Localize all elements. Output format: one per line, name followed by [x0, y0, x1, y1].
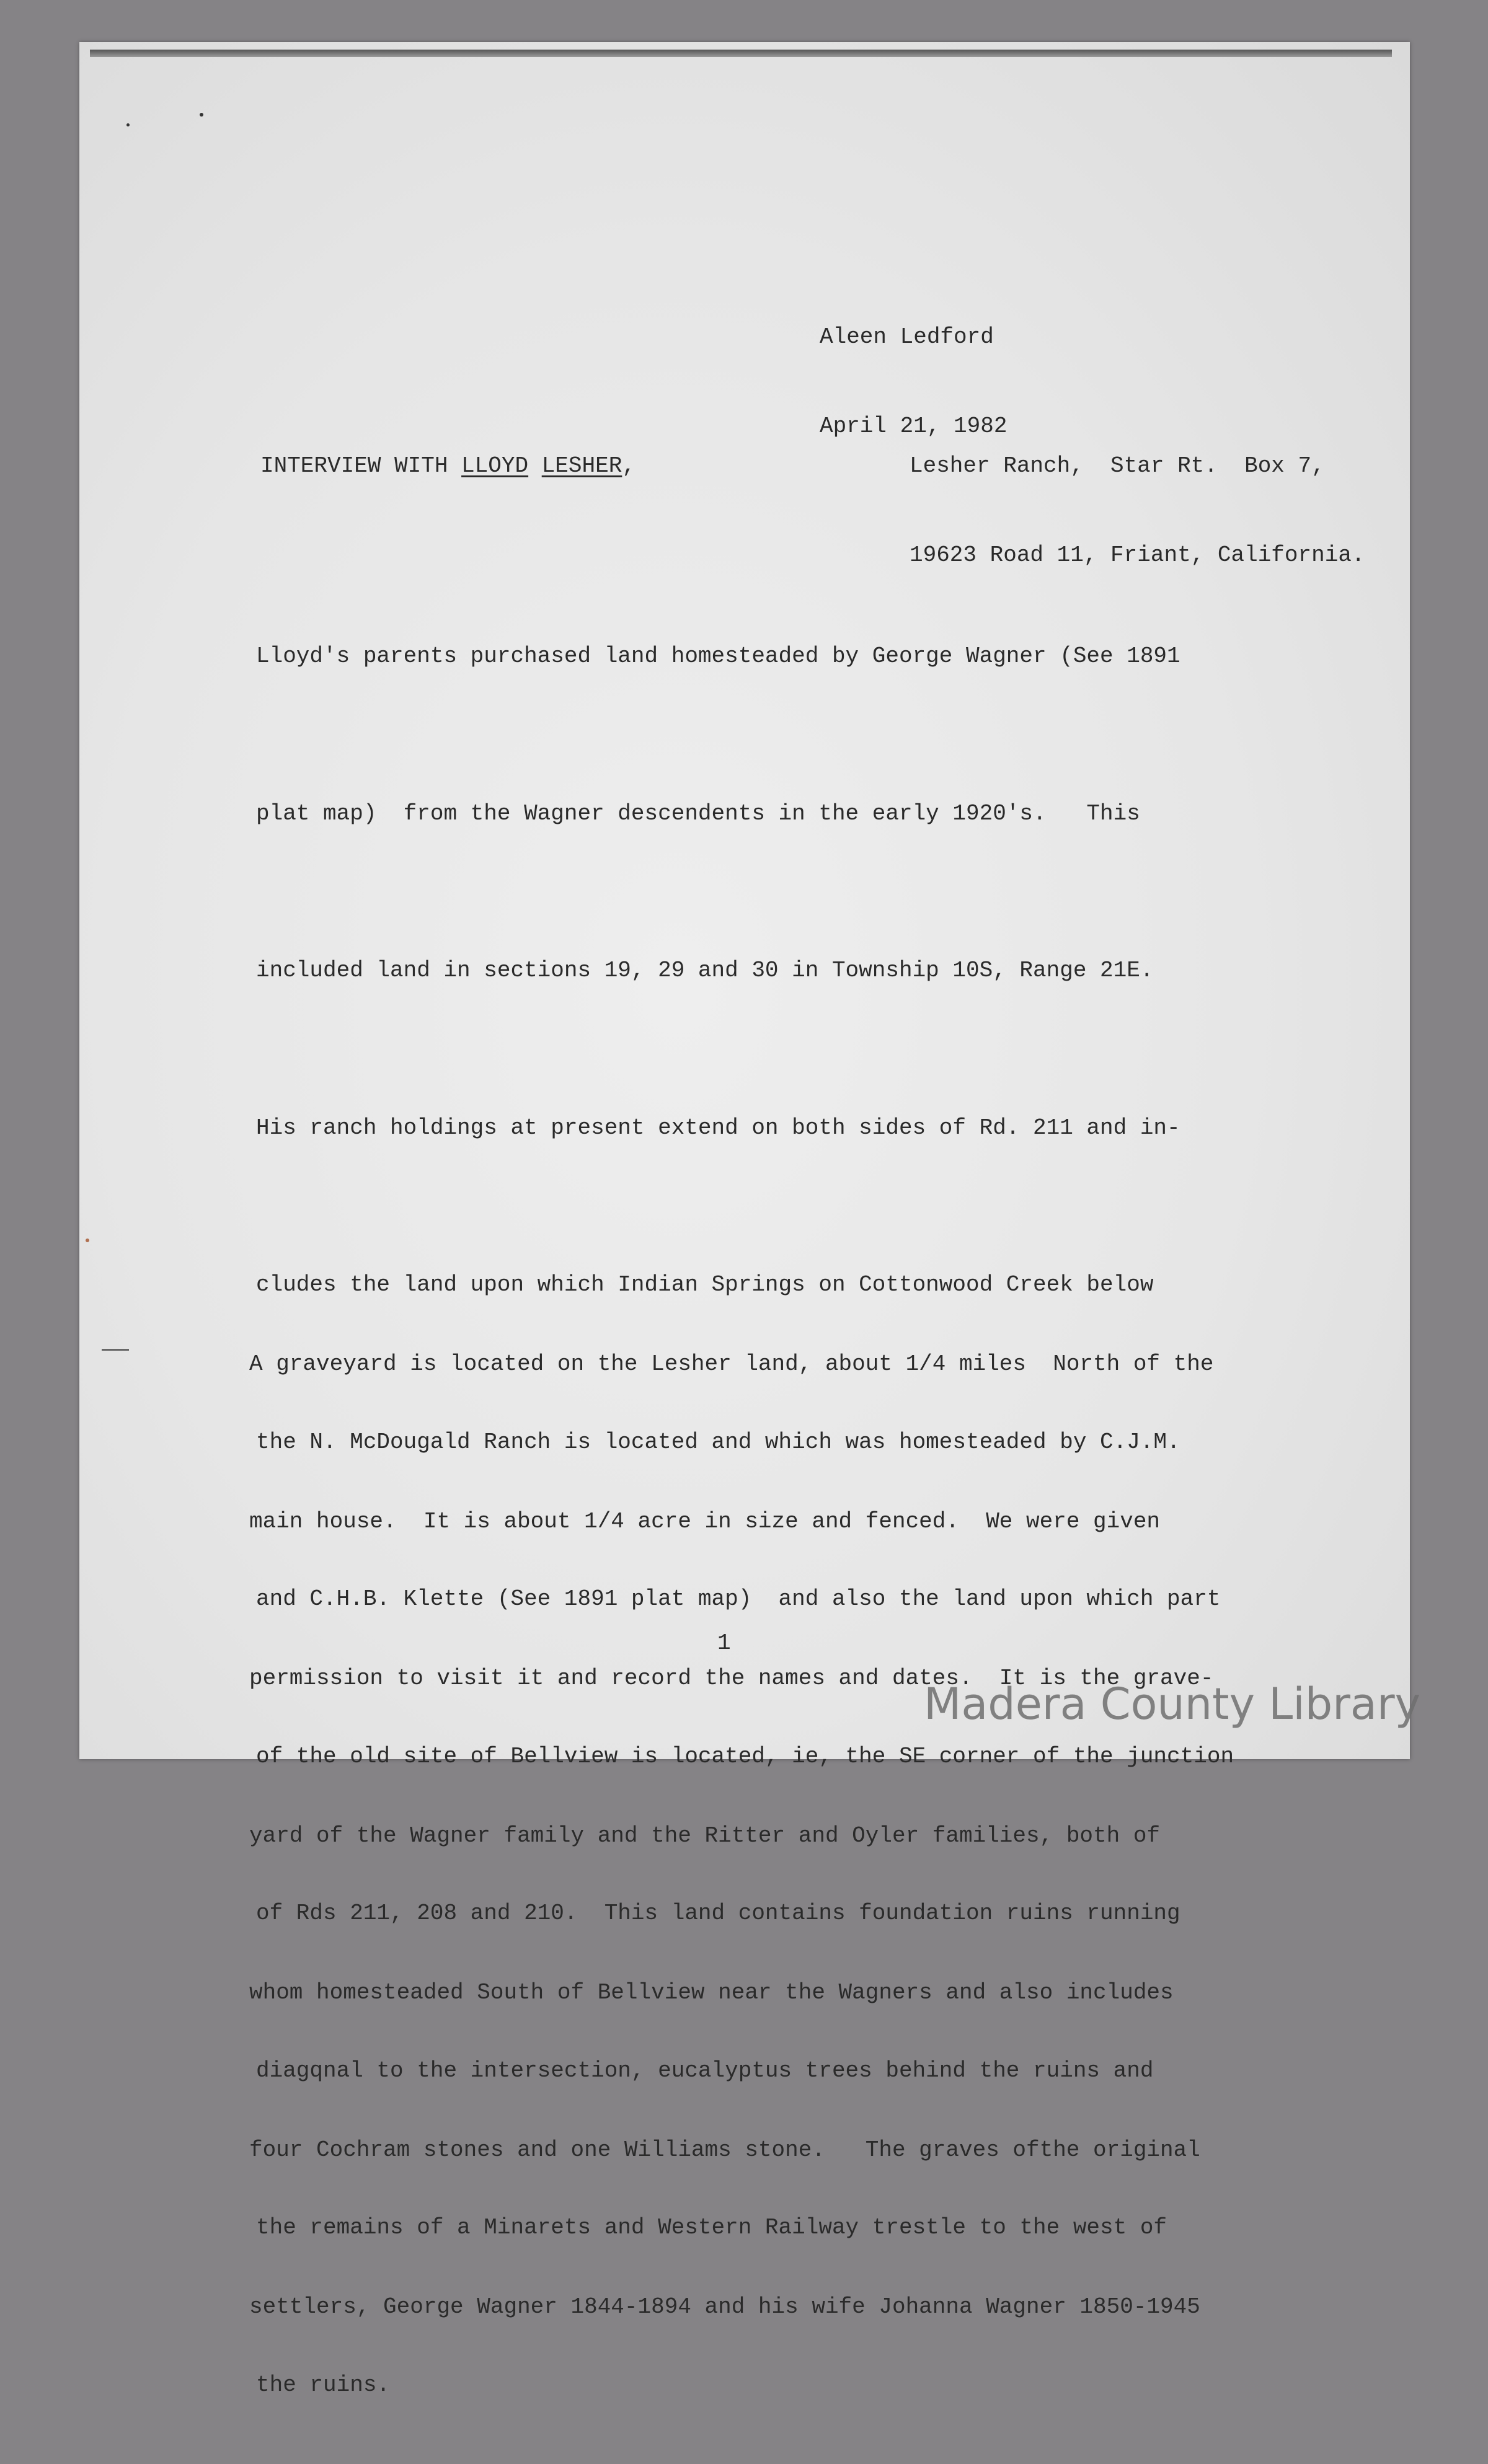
margin-mark	[102, 1349, 129, 1351]
paragraph-graveyard	[249, 1234, 1213, 2386]
text-line: whom homesteaded South of Bellview near the Wagners and also includes	[249, 1980, 1174, 2005]
ink-speck	[126, 123, 130, 126]
text-line: the N. McDougald Ranch is located and which was homesteaded by C.J.M.	[256, 1429, 1180, 1455]
interviewee-first-name: LLOYD	[461, 453, 529, 479]
interviewee-last-name: LESHER	[541, 453, 622, 479]
address-line: 19623 Road 11, Friant, California.	[910, 542, 1365, 568]
author-name: Aleen Ledford	[820, 324, 994, 350]
text-line: yard of the Wagner family and the Ritter and Oyler families, both of	[249, 1822, 1161, 1848]
text-line: of the old site of Bellview is located, ie, the SE corner of the junction	[256, 1743, 1234, 1769]
library-watermark: Madera County Library	[924, 1679, 1421, 1729]
ink-speck	[200, 113, 203, 117]
interview-prefix: INTERVIEW WITH	[260, 453, 462, 479]
text-line: the ruins.	[256, 2372, 391, 2398]
text-line: plat map) from the Wagner descendents in the early 1920's. This	[256, 800, 1140, 826]
text-line: and C.H.B. Klette (See 1891 plat map) and also the land upon which part	[256, 1586, 1221, 1612]
text-line: the remains of a Minarets and Western Railway trestle to the west of	[256, 2215, 1167, 2240]
page-number: 1	[717, 1630, 731, 1656]
text-line: permission to visit it and record the names and dates. It is the grave-	[249, 1666, 1214, 1691]
text-line: four Cochram stones and one Williams stone. The graves ofthe original	[249, 2137, 1200, 2163]
text-line: of Rds 211, 208 and 210. This land contains foundation ruins running	[256, 1901, 1180, 1926]
page-top-edge	[90, 50, 1392, 57]
text-line: cludes the land upon which Indian Springs on Cottonwood Creek below	[256, 1272, 1154, 1297]
ink-speck	[86, 1239, 89, 1242]
text-line: main house. It is about 1/4 acre in size and fenced. We were given	[249, 1508, 1161, 1534]
text-line: settlers, George Wagner 1844-1894 and his wife Johanna Wagner 1850-1945	[249, 2294, 1200, 2320]
address-line: Lesher Ranch, Star Rt. Box 7,	[910, 453, 1325, 479]
document-date: April 21, 1982	[820, 413, 1008, 439]
interview-suffix: ,	[622, 453, 636, 479]
text-line: A graveyard is located on the Lesher land, about 1/4 miles North of the	[249, 1351, 1214, 1377]
interview-title	[260, 451, 636, 481]
text-line: diagqnal to the intersection, eucalyptus trees behind the ruins and	[256, 2057, 1154, 2083]
text-line: Lloyd's parents purchased land homesteaded by George Wagner (See 1891	[256, 643, 1180, 669]
text-line: His ranch holdings at present extend on both sides of Rd. 211 and in-	[256, 1115, 1180, 1141]
text-line: included land in sections 19, 29 and 30 in Township 10S, Range 21E.	[256, 958, 1154, 983]
